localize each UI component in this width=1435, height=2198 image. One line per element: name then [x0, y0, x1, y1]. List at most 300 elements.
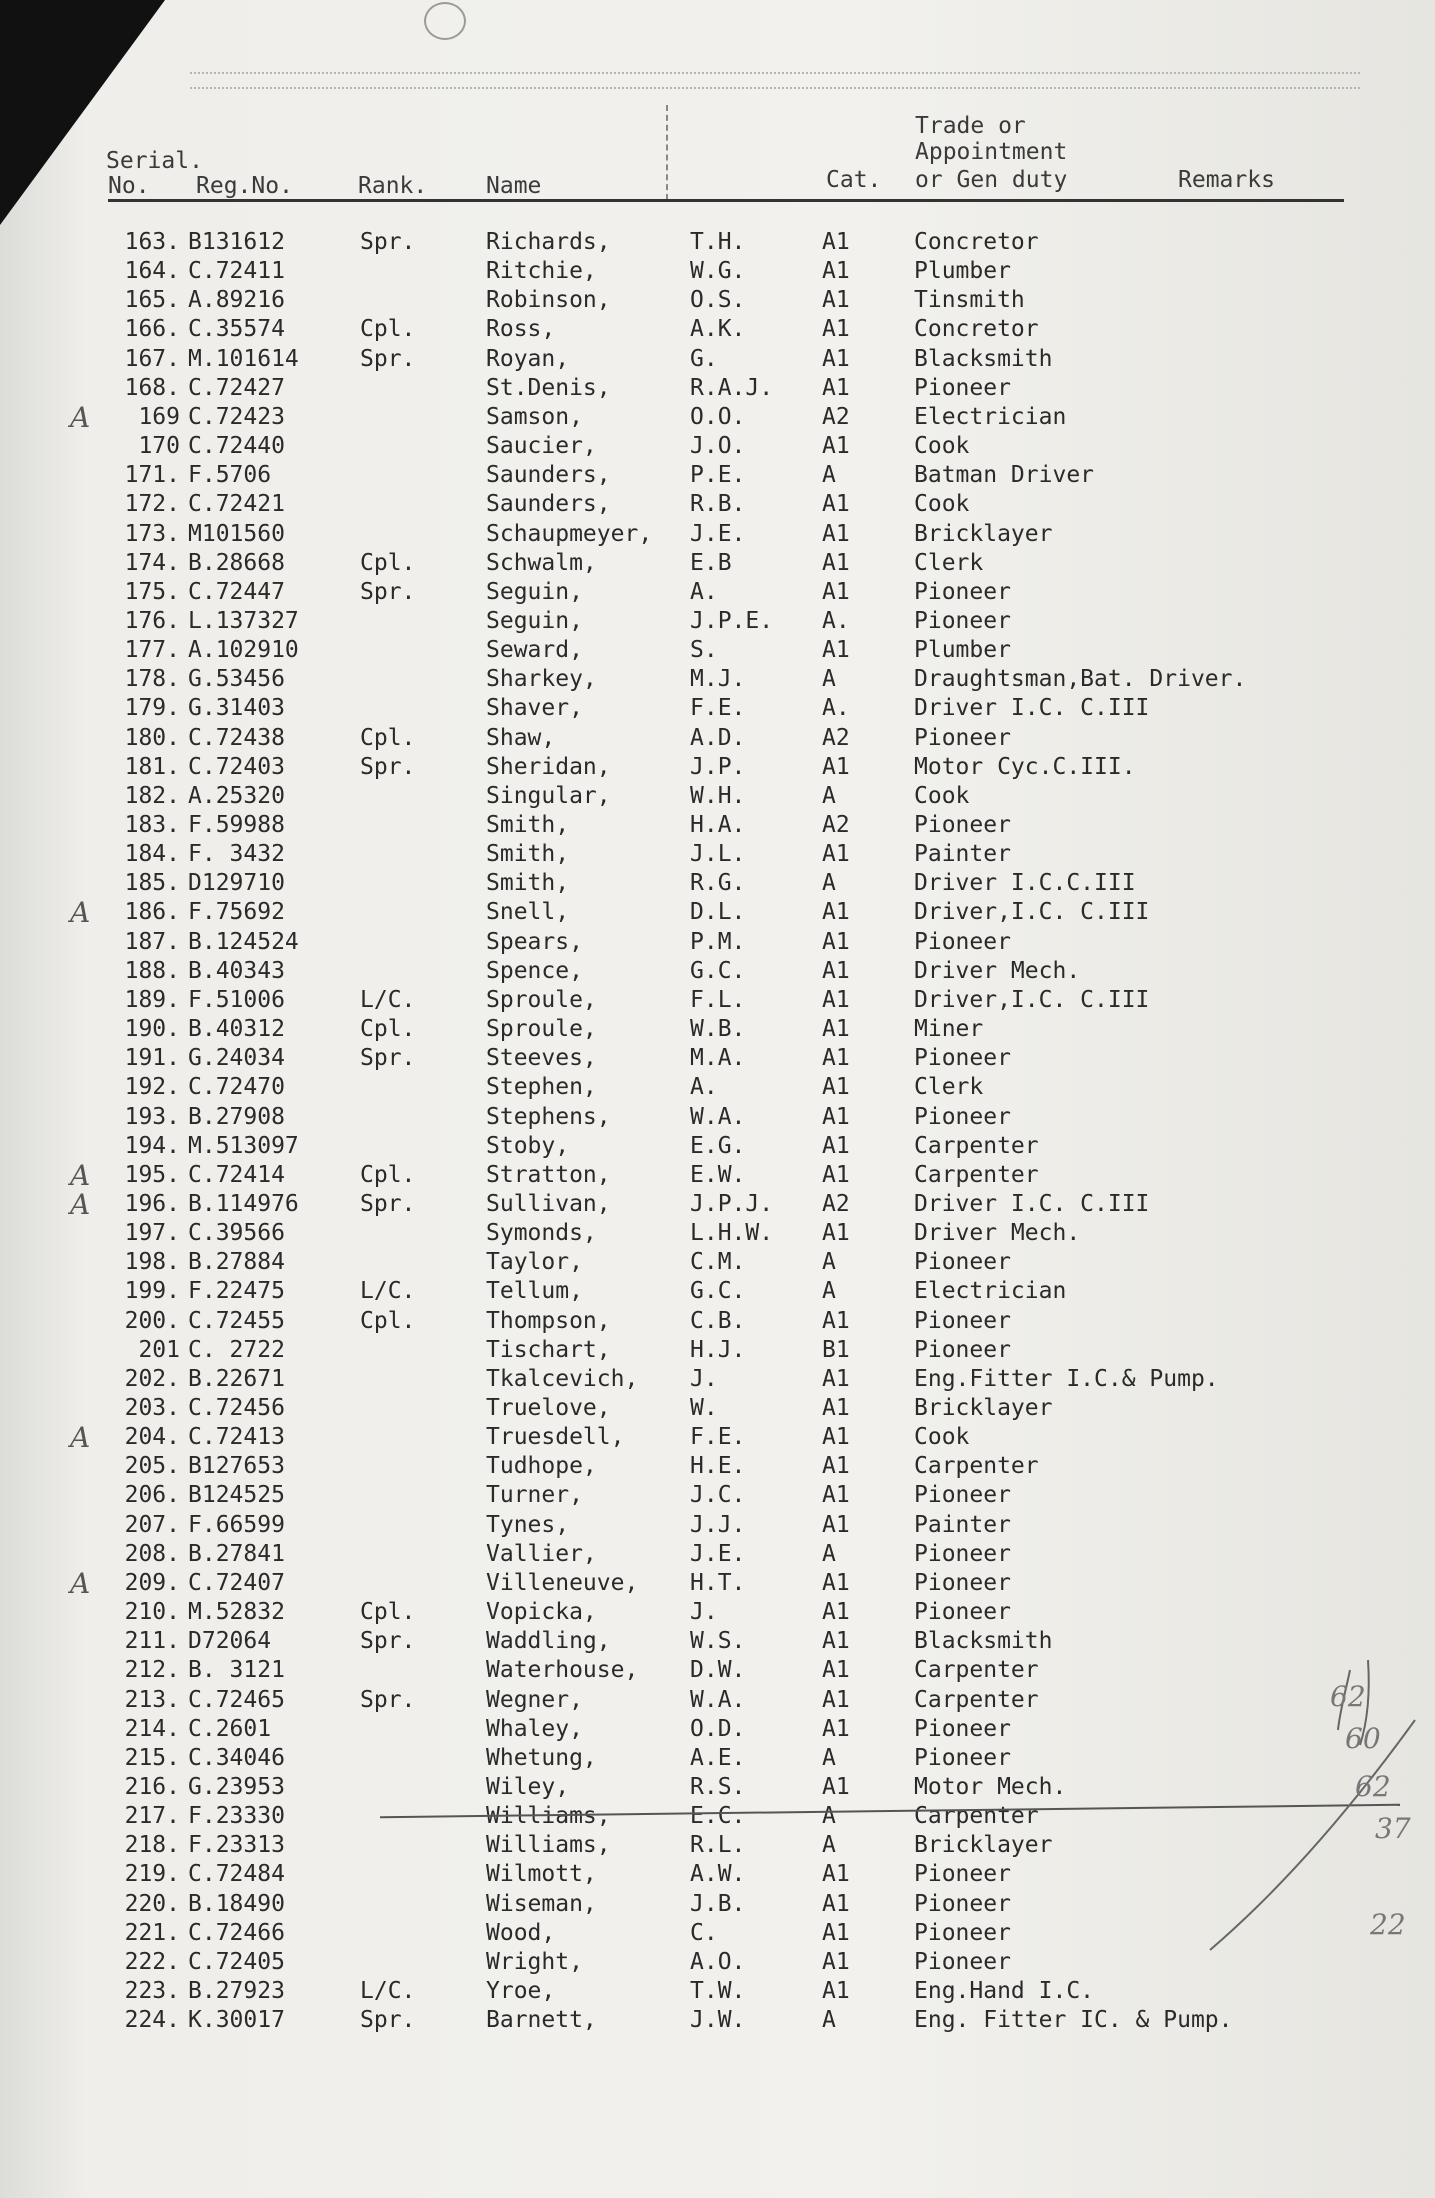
serial-no-cell: 207.: [124, 1511, 180, 1538]
trade-cell: Motor Cyc.C.III.: [914, 753, 1136, 780]
initials-cell: W.A.: [690, 1103, 746, 1130]
surname-cell: Saucier,: [486, 433, 597, 460]
serial-no-cell: 215.: [124, 1744, 180, 1771]
category-cell: A2: [822, 724, 850, 751]
serial-no-cell: 190.: [124, 1016, 180, 1043]
reg-no-cell: C.34046: [188, 1744, 285, 1771]
serial-no-cell: 189.: [124, 986, 180, 1013]
rank-cell: Spr.: [360, 1628, 416, 1655]
surname-cell: Singular,: [486, 782, 611, 809]
surname-cell: Stephen,: [486, 1074, 597, 1101]
margin-mark: A: [70, 1158, 91, 1192]
surname-cell: Ross,: [486, 316, 556, 343]
serial-no-cell: 164.: [124, 258, 180, 285]
table-row: [0, 1132, 1435, 1161]
surname-cell: Spears,: [486, 928, 583, 955]
category-cell: A1: [822, 1657, 850, 1684]
initials-cell: J.L.: [690, 841, 746, 868]
rank-cell: Spr.: [360, 753, 416, 780]
serial-no-cell: 221.: [124, 1919, 180, 1946]
table-row: [0, 228, 1435, 257]
initials-cell: W.: [690, 1395, 718, 1421]
reg-no-cell: B.114976: [188, 1190, 299, 1217]
initials-cell: J.J.: [690, 1511, 746, 1538]
serial-no-cell: 219.: [124, 1861, 180, 1888]
serial-no-cell: 212.: [124, 1657, 180, 1684]
initials-cell: R.S.: [690, 1773, 746, 1800]
trade-cell: Pioneer: [914, 578, 1011, 605]
reg-no-cell: C.72413: [188, 1424, 285, 1451]
reg-no-cell: G.23953: [188, 1773, 285, 1800]
reg-no-cell: A.102910: [188, 637, 299, 664]
rank-cell: Cpl.: [360, 316, 416, 343]
initials-cell: A.D.: [690, 724, 746, 751]
surname-cell: Spence,: [486, 957, 583, 984]
category-cell: A1: [822, 1424, 850, 1451]
table-row: [0, 257, 1435, 286]
surname-cell: Ritchie,: [486, 258, 597, 285]
surname-cell: Robinson,: [486, 287, 611, 314]
trade-cell: Pioneer: [914, 1744, 1011, 1771]
table-row: [0, 1015, 1435, 1044]
initials-cell: S.: [690, 637, 718, 664]
reg-no-cell: F.51006: [188, 986, 285, 1013]
trade-cell: Pioneer: [914, 1599, 1011, 1626]
category-cell: A1: [822, 1074, 850, 1101]
reg-no-cell: C.72455: [188, 1307, 285, 1334]
category-cell: A1: [822, 1365, 850, 1392]
tally-mark: 22: [1370, 1908, 1406, 1941]
trade-cell: Driver Mech.: [914, 1220, 1081, 1247]
header-trade: Trade or: [915, 113, 1026, 139]
serial-no-cell: 168.: [124, 374, 180, 401]
initials-cell: F.L.: [690, 986, 746, 1013]
reg-no-cell: F.23313: [188, 1832, 285, 1859]
reg-no-cell: B.18490: [188, 1890, 285, 1917]
reg-no-cell: M.101614: [188, 345, 299, 372]
reg-no-cell: B. 3121: [188, 1657, 285, 1684]
surname-cell: Sullivan,: [486, 1190, 611, 1217]
surname-cell: Richards,: [486, 229, 611, 255]
serial-no-cell: 204.: [124, 1424, 180, 1451]
surname-cell: Stratton,: [486, 1161, 611, 1188]
trade-cell: Blacksmith: [914, 345, 1053, 372]
header-cat: Cat.: [826, 167, 882, 193]
trade-cell: Draughtsman,Bat. Driver.: [914, 666, 1247, 693]
category-cell: A1: [822, 1482, 850, 1509]
serial-no-cell: 177.: [124, 637, 180, 664]
surname-cell: Sproule,: [486, 1016, 597, 1043]
initials-cell: D.L.: [690, 899, 746, 926]
surname-cell: Barnett,: [486, 2007, 597, 2034]
serial-no-cell: 171.: [124, 462, 180, 489]
category-cell: A1: [822, 1890, 850, 1917]
surname-cell: Whaley,: [486, 1715, 583, 1742]
reg-no-cell: C.72421: [188, 491, 285, 518]
initials-cell: J.P.: [690, 753, 746, 780]
category-cell: A: [822, 782, 836, 809]
table-row: [0, 1511, 1435, 1540]
initials-cell: J.E.: [690, 520, 746, 547]
trade-cell: Eng. Fitter IC. & Pump.: [914, 2007, 1233, 2034]
initials-cell: O.S.: [690, 287, 746, 314]
reg-no-cell: A.89216: [188, 287, 285, 314]
table-row: [0, 928, 1435, 957]
category-cell: A1: [822, 1161, 850, 1188]
trade-cell: Pioneer: [914, 1540, 1011, 1567]
initials-cell: R.B.: [690, 491, 746, 518]
initials-cell: R.A.J.: [690, 374, 774, 401]
serial-no-cell: 192.: [124, 1074, 180, 1101]
table-row: [0, 520, 1435, 549]
header-rule: [108, 199, 1344, 202]
initials-cell: P.M.: [690, 928, 746, 955]
surname-cell: Truesdell,: [486, 1424, 625, 1451]
serial-no-cell: 186.: [124, 899, 180, 926]
reg-no-cell: F.75692: [188, 899, 285, 926]
table-row: [0, 1598, 1435, 1627]
initials-cell: J.W.: [690, 2007, 746, 2034]
table-row: [0, 578, 1435, 607]
surname-cell: Whetung,: [486, 1744, 597, 1771]
reg-no-cell: M101560: [188, 520, 285, 547]
initials-cell: H.A.: [690, 812, 746, 838]
serial-no-cell: 197.: [124, 1220, 180, 1247]
surname-cell: Yroe,: [486, 1978, 556, 2004]
initials-cell: J.O.: [690, 433, 746, 460]
serial-no-cell: 205.: [124, 1453, 180, 1480]
serial-no-cell: 181.: [124, 753, 180, 780]
table-row: [0, 1187, 1435, 1221]
initials-cell: O.O.: [690, 403, 746, 430]
trade-cell: Painter: [914, 1511, 1011, 1538]
initials-cell: J.: [690, 1599, 718, 1626]
initials-cell: E.W.: [690, 1161, 746, 1188]
table-row: [0, 753, 1435, 782]
reg-no-cell: F.22475: [188, 1278, 285, 1305]
initials-cell: J.: [690, 1365, 718, 1392]
trade-cell: Pioneer: [914, 1482, 1011, 1509]
reg-no-cell: F. 3432: [188, 841, 285, 868]
initials-cell: E.G.: [690, 1132, 746, 1159]
category-cell: A1: [822, 1103, 850, 1130]
margin-mark: A: [70, 1187, 91, 1221]
rank-cell: Spr.: [360, 229, 416, 255]
category-cell: A1: [822, 1132, 850, 1159]
table-row: [0, 1452, 1435, 1481]
trade-cell: Cook: [914, 1424, 970, 1451]
rank-cell: Cpl.: [360, 1599, 416, 1626]
initials-cell: C.: [690, 1919, 718, 1946]
table-row: [0, 869, 1435, 898]
category-cell: A1: [822, 1569, 850, 1596]
category-cell: A1: [822, 1715, 850, 1742]
reg-no-cell: A.25320: [188, 782, 285, 809]
category-cell: A1: [822, 957, 850, 984]
trade-cell: Miner: [914, 1016, 984, 1043]
surname-cell: Schwalm,: [486, 549, 597, 576]
table-row: [0, 782, 1435, 811]
category-cell: A: [822, 1278, 836, 1305]
surname-cell: Seguin,: [486, 607, 583, 634]
initials-cell: E.B: [690, 549, 732, 576]
table-row: [0, 986, 1435, 1015]
rank-cell: Cpl.: [360, 549, 416, 576]
header-gen-duty: or Gen duty: [915, 167, 1068, 193]
initials-cell: M.A.: [690, 1045, 746, 1072]
serial-no-cell: 214.: [124, 1715, 180, 1742]
table-row: [0, 549, 1435, 578]
serial-no-cell: 208.: [124, 1540, 180, 1567]
category-cell: A: [822, 870, 836, 897]
surname-cell: Wiseman,: [486, 1890, 597, 1917]
trade-cell: Pioneer: [914, 1890, 1011, 1917]
category-cell: A2: [822, 1190, 850, 1217]
initials-cell: A.K.: [690, 316, 746, 343]
category-cell: A1: [822, 637, 850, 664]
category-cell: A2: [822, 403, 850, 430]
initials-cell: E.C.: [690, 1803, 746, 1830]
category-cell: A.: [822, 695, 850, 722]
trade-cell: Pioneer: [914, 928, 1011, 955]
initials-cell: D.W.: [690, 1657, 746, 1684]
column-divider: [666, 105, 668, 200]
surname-cell: St.Denis,: [486, 374, 611, 401]
header-rank: Rank.: [358, 173, 428, 199]
initials-cell: H.T.: [690, 1569, 746, 1596]
reg-no-cell: K.30017: [188, 2007, 285, 2034]
trade-cell: Motor Mech.: [914, 1773, 1067, 1800]
serial-no-cell: 179.: [124, 695, 180, 722]
trade-cell: Clerk: [914, 549, 984, 576]
category-cell: A: [822, 1832, 836, 1859]
serial-no-cell: 173.: [124, 520, 180, 547]
trade-cell: Painter: [914, 841, 1011, 868]
category-cell: B1: [822, 1336, 850, 1363]
initials-cell: W.S.: [690, 1628, 746, 1655]
surname-cell: Smith,: [486, 812, 570, 838]
initials-cell: P.E.: [690, 462, 746, 489]
initials-cell: L.H.W.: [690, 1220, 774, 1247]
category-cell: A1: [822, 1948, 850, 1975]
table-row: [0, 957, 1435, 986]
initials-cell: A.O.: [690, 1948, 746, 1975]
surname-cell: Samson,: [486, 403, 583, 430]
category-cell: A: [822, 1803, 836, 1830]
margin-mark: A: [70, 896, 91, 930]
tally-mark: 60: [1345, 1722, 1381, 1755]
rank-cell: L/C.: [360, 1978, 416, 2004]
trade-cell: Tinsmith: [914, 287, 1025, 314]
serial-no-cell: 211.: [124, 1628, 180, 1655]
initials-cell: F.E.: [690, 1424, 746, 1451]
reg-no-cell: G.24034: [188, 1045, 285, 1072]
serial-no-cell: 200.: [124, 1307, 180, 1334]
reg-no-cell: B124525: [188, 1482, 285, 1509]
trade-cell: Plumber: [914, 258, 1011, 285]
category-cell: A: [822, 666, 836, 693]
category-cell: A1: [822, 1773, 850, 1800]
serial-no-cell: 175.: [124, 578, 180, 605]
trade-cell: Driver I.C.C.III: [914, 870, 1136, 897]
trade-cell: Carpenter: [914, 1161, 1039, 1188]
serial-no-cell: 176.: [124, 607, 180, 634]
surname-cell: Saunders,: [486, 491, 611, 518]
surname-cell: Saunders,: [486, 462, 611, 489]
category-cell: A1: [822, 578, 850, 605]
trade-cell: Pioneer: [914, 1249, 1011, 1276]
category-cell: A1: [822, 899, 850, 926]
category-cell: A: [822, 1540, 836, 1567]
trade-cell: Pioneer: [914, 1307, 1011, 1334]
serial-no-cell: 199.: [124, 1278, 180, 1305]
serial-no-cell: 213.: [124, 1686, 180, 1713]
trade-cell: Bricklayer: [914, 520, 1053, 547]
table-row: [0, 1977, 1435, 2006]
reg-no-cell: C.39566: [188, 1220, 285, 1247]
reg-no-cell: F.66599: [188, 1511, 285, 1538]
category-cell: A1: [822, 1511, 850, 1538]
table-row: [0, 490, 1435, 519]
serial-no-cell: 163.: [124, 229, 180, 255]
serial-no-cell: 170: [138, 433, 180, 460]
trade-cell: Blacksmith: [914, 1628, 1053, 1655]
category-cell: A1: [822, 1045, 850, 1072]
trade-cell: Driver I.C. C.III: [914, 1190, 1150, 1217]
reg-no-cell: M.52832: [188, 1599, 285, 1626]
category-cell: A1: [822, 491, 850, 518]
reg-no-cell: B.40343: [188, 957, 285, 984]
surname-cell: Thompson,: [486, 1307, 611, 1334]
category-cell: A1: [822, 549, 850, 576]
category-cell: A1: [822, 1628, 850, 1655]
trade-cell: Clerk: [914, 1074, 984, 1101]
serial-no-cell: 184.: [124, 841, 180, 868]
surname-cell: Seward,: [486, 637, 583, 664]
initials-cell: A.: [690, 578, 718, 605]
initials-cell: C.M.: [690, 1249, 746, 1276]
serial-no-cell: 209.: [124, 1569, 180, 1596]
trade-cell: Electrician: [914, 403, 1067, 430]
surname-cell: Tellum,: [486, 1278, 583, 1305]
trade-cell: Carpenter: [914, 1657, 1039, 1684]
serial-no-cell: 174.: [124, 549, 180, 576]
serial-no-cell: 187.: [124, 928, 180, 955]
table-row: [0, 1073, 1435, 1102]
category-cell: A1: [822, 1395, 850, 1421]
surname-cell: Wiley,: [486, 1773, 570, 1800]
margin-mark: A: [70, 1566, 91, 1600]
serial-no-cell: 193.: [124, 1103, 180, 1130]
table-row: [0, 1540, 1435, 1569]
surname-cell: Wood,: [486, 1919, 556, 1946]
rank-cell: Spr.: [360, 1045, 416, 1072]
initials-cell: W.G.: [690, 258, 746, 285]
surname-cell: Tkalcevich,: [486, 1365, 639, 1392]
reg-no-cell: C.2601: [188, 1715, 272, 1742]
surname-cell: Waddling,: [486, 1628, 611, 1655]
initials-cell: A.: [690, 1074, 718, 1101]
surname-cell: Symonds,: [486, 1220, 597, 1247]
reg-no-cell: C.72456: [188, 1395, 285, 1421]
initials-cell: R.G.: [690, 870, 746, 897]
reg-no-cell: C.72465: [188, 1686, 285, 1713]
reg-no-cell: C.72438: [188, 724, 285, 751]
trade-cell: Driver Mech.: [914, 957, 1081, 984]
initials-cell: W.A.: [690, 1686, 746, 1713]
trade-cell: Electrician: [914, 1278, 1067, 1305]
surname-cell: Schaupmeyer,: [486, 520, 653, 547]
serial-no-cell: 203.: [124, 1395, 180, 1421]
table-row: [0, 724, 1435, 753]
trade-cell: Pioneer: [914, 1948, 1011, 1975]
initials-cell: A.W.: [690, 1861, 746, 1888]
rank-cell: Cpl.: [360, 1016, 416, 1043]
initials-cell: J.B.: [690, 1890, 746, 1917]
reg-no-cell: M.513097: [188, 1132, 299, 1159]
serial-no-cell: 198.: [124, 1249, 180, 1276]
trade-cell: Concretor: [914, 229, 1039, 255]
reg-no-cell: C.72440: [188, 433, 285, 460]
category-cell: A1: [822, 433, 850, 460]
rank-cell: Spr.: [360, 345, 416, 372]
rank-cell: L/C.: [360, 986, 416, 1013]
serial-no-cell: 167.: [124, 345, 180, 372]
surname-cell: Williams,: [486, 1803, 611, 1830]
category-cell: A1: [822, 1599, 850, 1626]
initials-cell: J.P.E.: [690, 607, 774, 634]
trade-cell: Pioneer: [914, 1861, 1011, 1888]
reg-no-cell: B.27841: [188, 1540, 285, 1567]
category-cell: A: [822, 1744, 836, 1771]
category-cell: A1: [822, 374, 850, 401]
surname-cell: Villeneuve,: [486, 1569, 639, 1596]
reg-no-cell: F.59988: [188, 812, 285, 838]
reg-no-cell: F.23330: [188, 1803, 285, 1830]
reg-no-cell: G.53456: [188, 666, 285, 693]
trade-cell: Pioneer: [914, 812, 1011, 838]
category-cell: A: [822, 462, 836, 489]
table-row: [0, 1336, 1435, 1365]
trade-cell: Cook: [914, 782, 970, 809]
category-cell: A: [822, 1249, 836, 1276]
tally-mark: 62: [1330, 1680, 1366, 1713]
category-cell: A2: [822, 812, 850, 838]
category-cell: A1: [822, 316, 850, 343]
reg-no-cell: C.72414: [188, 1161, 285, 1188]
reg-no-cell: C.72484: [188, 1861, 285, 1888]
table-row: [0, 1103, 1435, 1132]
margin-mark: A: [70, 400, 91, 434]
initials-cell: C.B.: [690, 1307, 746, 1334]
reg-no-cell: C.72470: [188, 1074, 285, 1101]
initials-cell: M.J.: [690, 666, 746, 693]
trade-cell: Pioneer: [914, 724, 1011, 751]
table-row: [0, 345, 1435, 374]
table-row: [0, 811, 1435, 840]
trade-cell: Cook: [914, 433, 970, 460]
surname-cell: Wright,: [486, 1948, 583, 1975]
serial-no-cell: 183.: [124, 812, 180, 838]
margin-mark: A: [70, 1421, 91, 1455]
table-row: [0, 896, 1435, 930]
category-cell: A1: [822, 1861, 850, 1888]
tally-mark: 37: [1375, 1812, 1411, 1845]
table-row: [0, 665, 1435, 694]
rank-cell: Spr.: [360, 1190, 416, 1217]
reg-no-cell: B127653: [188, 1453, 285, 1480]
surname-cell: Snell,: [486, 899, 570, 926]
